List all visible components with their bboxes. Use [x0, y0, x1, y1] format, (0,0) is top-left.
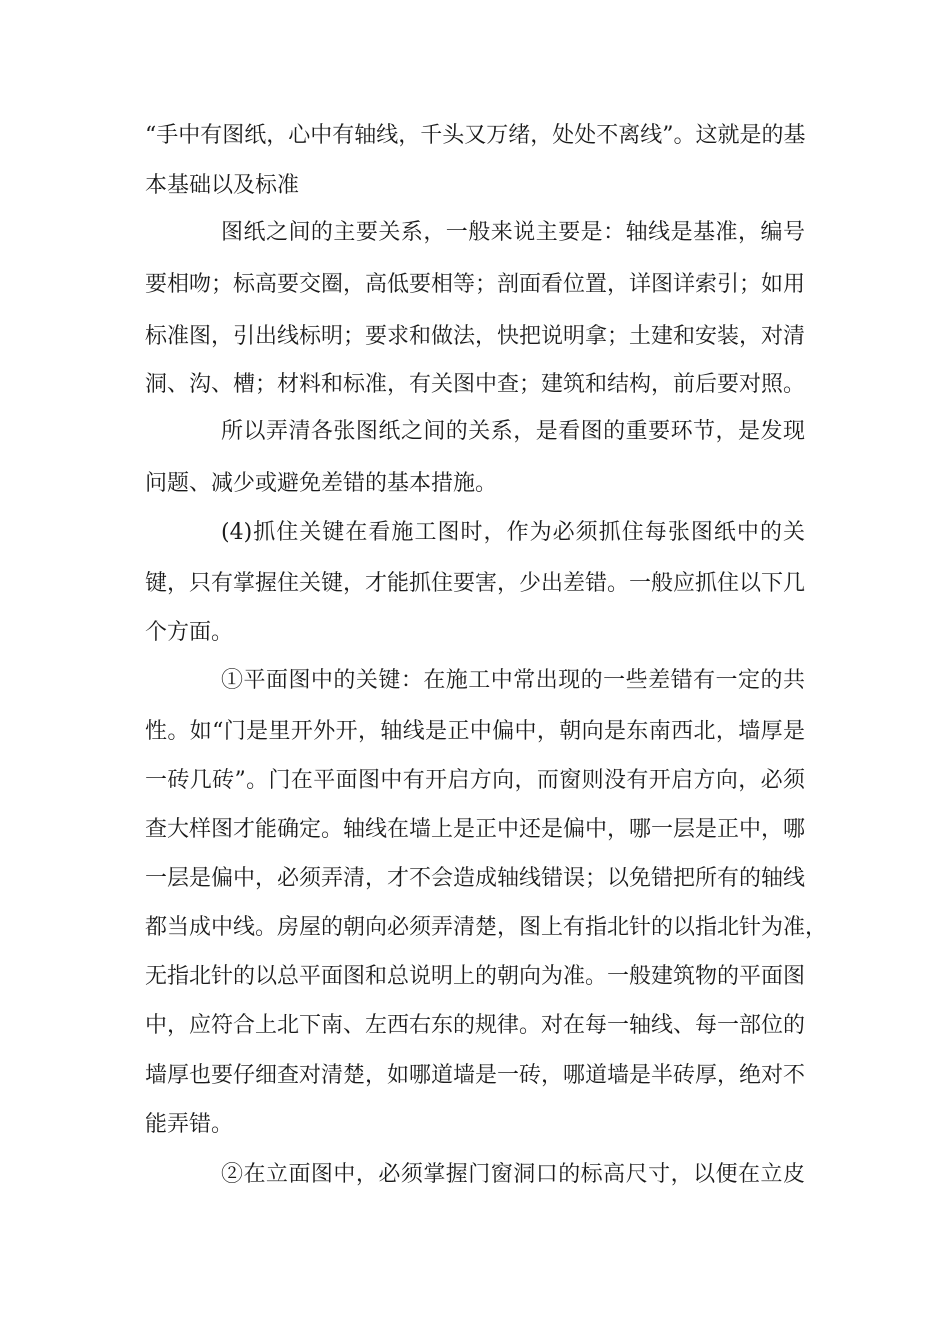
text-line: 标准图，引出线标明；要求和做法，快把说明拿；土建和安装，对清 [145, 324, 806, 349]
text-line: 洞、沟、槽；材料和标准，有关图中查；建筑和结构，前后要对照。 [145, 372, 806, 397]
text-line: 查大样图才能确定。轴线在墙上是正中还是偏中，哪一层是正中，哪 [145, 817, 806, 842]
text-line: 本基础以及标准 [145, 173, 300, 198]
text-line: 一层是偏中，必须弄清，才不会造成轴线错误；以免错把所有的轴线 [145, 866, 806, 891]
text-line: 都当成中线。房屋的朝向必须弄清楚，图上有指北针的以指北针为准， [145, 915, 828, 940]
text-line: 问题、减少或避免差错的基本措施。 [145, 471, 498, 496]
paragraph-first-line: (4)抓住关键在看施工图时，作为必须抓住每张图纸中的关 [221, 520, 805, 545]
text-line: 能弄错。 [145, 1112, 234, 1137]
text-line: 要相吻；标高要交圈，高低要相等；剖面看位置，详图详索引；如用 [145, 272, 806, 297]
text-line: 性。如“门是里开外开，轴线是正中偏中，朝向是东南西北，墙厚是 [145, 719, 805, 744]
text-line: 键，只有掌握住关键，才能抓住要害，少出差错。一般应抓住以下几 [145, 571, 806, 596]
paragraph-first-line: 图纸之间的主要关系，一般来说主要是：轴线是基准，编号 [221, 220, 805, 245]
text-line: 无指北针的以总平面图和总说明上的朝向为准。一般建筑物的平面图 [145, 964, 806, 989]
text-line: “手中有图纸，心中有轴线，千头又万绪，处处不离线”。这就是的基 [145, 123, 806, 148]
paragraph-first-line: ②在立面图中，必须掌握门窗洞口的标高尺寸，以便在立皮 [221, 1162, 805, 1187]
text-line: 个方面。 [145, 620, 234, 645]
text-line: 一砖几砖”。门在平面图中有开启方向，而窗则没有开启方向，必须 [145, 768, 805, 793]
text-line: 墙厚也要仔细查对清楚，如哪道墙是一砖，哪道墙是半砖厚，绝对不 [145, 1063, 806, 1088]
paragraph-first-line: ①平面图中的关键：在施工中常出现的一些差错有一定的共 [221, 668, 805, 693]
text-line: 中，应符合上北下南、左西右东的规律。对在每一轴线、每一部位的 [145, 1013, 806, 1038]
paragraph-first-line: 所以弄清各张图纸之间的关系，是看图的重要环节，是发现 [221, 419, 805, 444]
